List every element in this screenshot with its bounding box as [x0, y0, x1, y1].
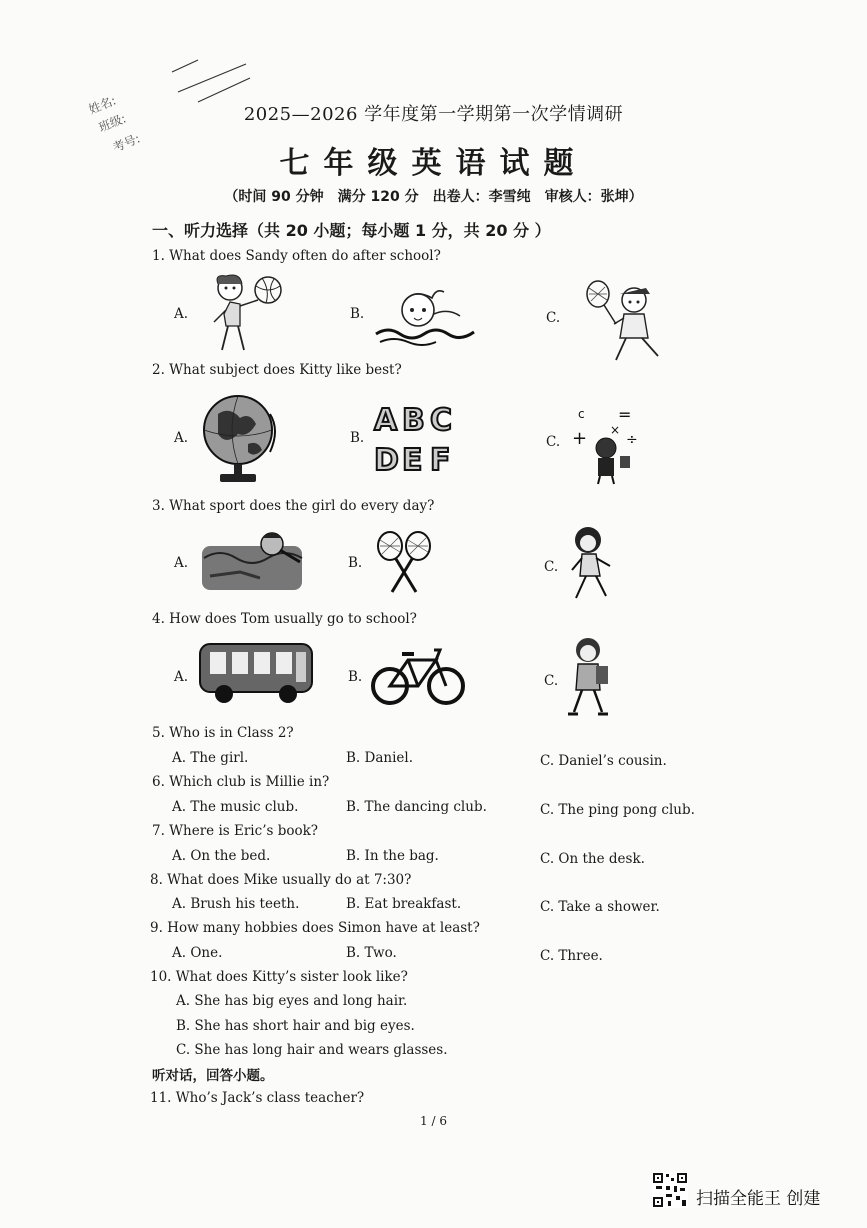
question-2: 2. What subject does Kitty like best? [152, 362, 402, 378]
svg-text:+: + [572, 428, 588, 449]
option-a: A. On the bed. [172, 848, 271, 864]
walking-boy-icon [564, 636, 616, 720]
page-number: 1 / 6 [420, 1114, 447, 1128]
running-girl-icon [566, 524, 622, 606]
option-label: A. [174, 555, 189, 571]
option-label: C. [544, 673, 559, 689]
bus-icon [198, 640, 316, 706]
svg-text:A: A [374, 403, 398, 438]
option-a: A. The music club. [172, 799, 299, 815]
question-6: 6. Which club is Millie in? [152, 774, 330, 790]
question-9: 9. How many hobbies does Simon have at least? [150, 920, 480, 936]
svg-text:c: c [578, 407, 585, 421]
question-10: 10. What does Kitty’s sister look like? [150, 969, 408, 985]
volleyball-girl-icon [196, 270, 292, 356]
svg-text:÷: ÷ [626, 432, 638, 448]
option-label: C. [546, 434, 561, 450]
math-symbols-icon [570, 404, 650, 486]
handwritten-number-label: 考号: [110, 131, 142, 155]
option-label: B. [348, 555, 363, 571]
option-b: B. In the bag. [346, 848, 439, 864]
globe-icon [198, 390, 282, 490]
swimming-icon [374, 280, 478, 348]
question-7: 7. Where is Eric’s book? [152, 823, 319, 839]
option-a: A. She has big eyes and long hair. [176, 993, 408, 1009]
option-b: B. Daniel. [346, 750, 413, 766]
qr-code-icon [652, 1172, 688, 1208]
dialogue-instruction: 听对话，回答小题。 [152, 1068, 274, 1084]
swimming-boy-icon [200, 528, 306, 592]
question-3: 3. What sport does the girl do every day? [152, 498, 435, 514]
option-label: C. [546, 310, 561, 326]
option-a: A. Brush his teeth. [172, 896, 300, 912]
question-8: 8. What does Mike usually do at 7:30? [150, 872, 412, 888]
option-c: C. She has long hair and wears glasses. [176, 1042, 448, 1058]
exam-title: 七年级英语试题 [279, 146, 588, 181]
alphabet-letters-icon [372, 396, 462, 476]
option-c: C. Three. [540, 948, 603, 964]
option-b: B. She has short hair and big eyes. [176, 1018, 415, 1034]
option-label: B. [350, 430, 365, 446]
svg-text:D: D [374, 443, 399, 476]
svg-text:B: B [402, 403, 425, 438]
option-label: A. [174, 669, 189, 685]
section-heading-listening: 一、听力选择（共 20 小题；每小题 1 分，共 20 分 ） [152, 221, 551, 240]
bicycle-icon [370, 644, 466, 708]
question-4: 4. How does Tom usually go to school? [152, 611, 417, 627]
option-label: B. [348, 669, 363, 685]
exam-term-heading: 2025—2026 学年度第一学期第一次学情调研 [243, 104, 624, 125]
option-c: C. Daniel’s cousin. [540, 753, 667, 769]
scanner-watermark: 扫描全能王 创建 [696, 1189, 821, 1209]
handwritten-name-label: 姓名: [86, 93, 118, 117]
option-label: B. [350, 306, 365, 322]
badminton-icon [576, 274, 672, 366]
svg-text:F: F [430, 443, 451, 476]
question-1: 1. What does Sandy often do after school? [152, 248, 441, 264]
option-b: B. The dancing club. [346, 799, 487, 815]
option-b: B. Two. [346, 945, 397, 961]
svg-text:C: C [430, 403, 453, 438]
question-11: 11. Who’s Jack’s class teacher? [150, 1090, 365, 1106]
pen-strokes-icon [168, 56, 258, 106]
svg-text:=: = [618, 405, 632, 424]
option-b: B. Eat breakfast. [346, 896, 462, 912]
option-label: C. [544, 559, 559, 575]
handwritten-class-label: 班级: [96, 111, 128, 135]
svg-text:E: E [402, 443, 423, 476]
option-c: C. The ping pong club. [540, 802, 695, 818]
option-label: A. [174, 430, 189, 446]
option-c: C. Take a shower. [540, 899, 660, 915]
exam-info: （时间 90 分钟 满分 120 分 出卷人：李雪纯 审核人：张坤） [224, 189, 643, 205]
option-a: A. The girl. [172, 750, 249, 766]
option-a: A. One. [172, 945, 223, 961]
question-5: 5. Who is in Class 2? [152, 725, 294, 741]
svg-text:×: × [610, 423, 621, 437]
option-c: C. On the desk. [540, 851, 645, 867]
option-label: A. [174, 306, 189, 322]
tennis-rackets-icon [372, 530, 438, 594]
